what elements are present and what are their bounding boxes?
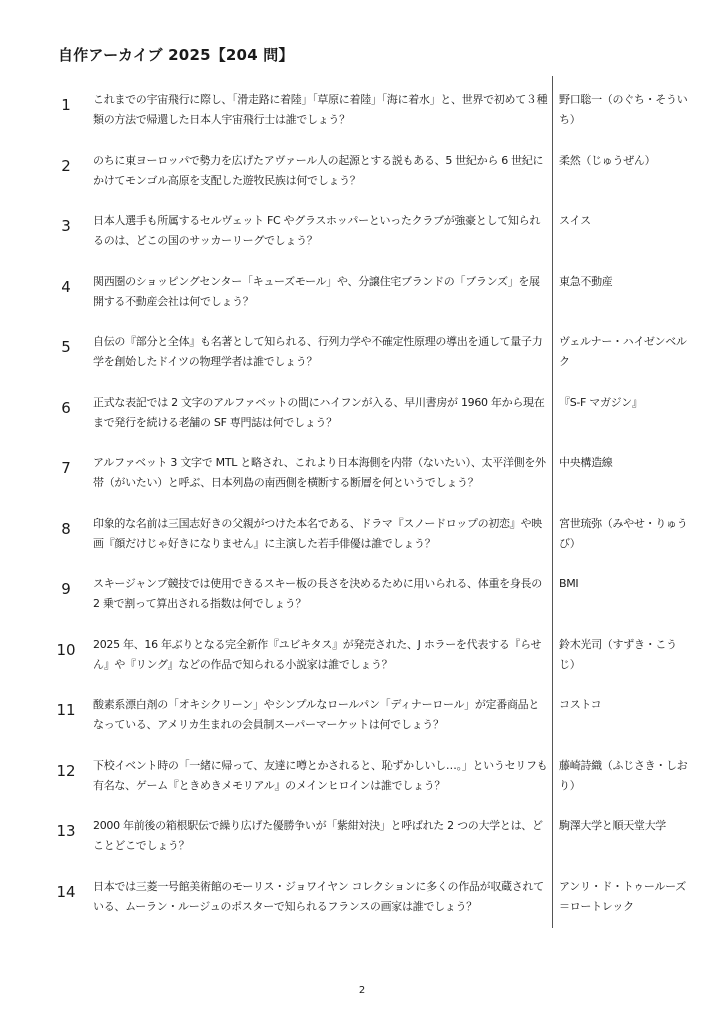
- question-row: [0, 139, 724, 200]
- question-text: これまでの宇宙飛行に際し、「滑走路に着陸」「草原に着陸」「海に着水」と、世界で初めて３種類の方法で帰還した日本人宇宙飛行士は誰でしょう？: [93, 93, 548, 126]
- question-number: 5: [61, 338, 71, 356]
- question-text: 自伝の『部分と全体』も名著として知られる、行列力学や不確定性原理の導出を通して量子力学を創始したドイツの物理学者は誰でしょう？: [93, 335, 543, 368]
- question-number: 11: [56, 701, 76, 719]
- answer-text: スイス: [559, 214, 591, 227]
- question-number: 8: [61, 519, 71, 538]
- answer-text: 宮世琉弥（みやせ・りゅうび）: [559, 516, 688, 550]
- question-number: 13: [56, 822, 76, 840]
- question-row: [0, 502, 724, 563]
- question-row: [0, 804, 724, 865]
- question-row: [0, 441, 724, 502]
- answer-text: コストコ: [559, 698, 602, 711]
- answer-text: 野口聡一（のぐち・そういち）: [559, 93, 688, 126]
- question-row: [0, 78, 724, 139]
- answer-text: 駒澤大学と順天堂大学: [559, 819, 666, 832]
- answer-text: 中央構造線: [559, 456, 613, 469]
- question-number: 7: [61, 459, 71, 477]
- question-number: 6: [61, 398, 71, 417]
- question-text: 酸素系漂白剤の「オキシクリーン」やシンプルなロールパン「ディナーロール」が定番商品となっている、アメリカ生まれの会員制スーパーマーケットは何でしょう？: [93, 698, 540, 731]
- question-number: 12: [56, 761, 76, 780]
- question-row: [0, 320, 724, 381]
- question-text: アルファベット 3 文字で MTL と略され、これより日本海側を内帯（ないたい）、太平洋側を外帯（がいたい）と呼ぶ、日本列島の南西側を横断する断層を何というでしょう？: [93, 456, 546, 489]
- question-row: [0, 562, 724, 623]
- question-number: 1: [61, 96, 71, 114]
- question-row: [0, 744, 724, 805]
- answer-text: ヴェルナー・ハイゼンベルク: [559, 335, 687, 368]
- question-number: 2: [61, 156, 71, 175]
- answer-text: 藤崎詩織（ふじさき・しおり）: [559, 758, 688, 792]
- question-text: 下校イベント時の「一緒に帰って、友達に噂とかされると、恥ずかしいし…。」というセリフも有名な、ゲーム『ときめきメモリアル』のメインヒロインは誰でしょう？: [93, 758, 548, 792]
- page-title: 自作アーカイブ 2025【204 問】: [58, 46, 294, 64]
- question-text: 2025 年、16 年ぶりとなる完全新作『ユビキタス』が発売された、J ホラーを代表する『らせん』や『リング』などの作品で知られる小説家は誰でしょう？: [93, 637, 542, 671]
- answer-text: BMI: [559, 577, 579, 590]
- question-list: [0, 78, 724, 925]
- question-number: 4: [61, 277, 71, 296]
- question-text: 日本人選手も所属するセルヴェット FC やグラスホッパーといったクラブが強豪として知られるのは、どこの国のサッカーリーグでしょう？: [93, 214, 541, 247]
- question-row: [0, 865, 724, 926]
- question-row: [0, 260, 724, 321]
- question-number: 14: [56, 882, 76, 901]
- question-text: 2000 年前後の箱根駅伝で繰り広げた優勝争いが「紫紺対決」と呼ばれた 2 つの大学とは、どことどこでしょう？: [93, 819, 543, 852]
- question-number: 9: [61, 580, 71, 598]
- answer-text: アンリ・ド・トゥールーズ＝ロートレック: [559, 879, 686, 913]
- question-text: 印象的な名前は三国志好きの父親がつけた本名である、ドラマ『スノードロップの初恋』や映画『顔だけじゃ好きになりません』に主演した若手俳優は誰でしょう？: [93, 516, 542, 550]
- question-text: のちに東ヨーロッパで勢力を広げたアヴァール人の起源とする説もある、5 世紀から 6 世紀にかけてモンゴル高原を支配した遊牧民族は何でしょう？: [93, 153, 544, 187]
- question-text: スキージャンプ競技では使用できるスキー板の長さを決めるために用いられる、体重を身長の 2 乗で割って算出される指数は何でしょう？: [93, 577, 542, 610]
- answer-text: 鈴木光司（すずき・こうじ）: [559, 637, 677, 671]
- question-row: [0, 381, 724, 442]
- question-number: 3: [61, 217, 71, 235]
- question-row: [0, 623, 724, 684]
- question-text: 関西圏のショッピングセンター「キューズモール」や、分譲住宅ブランドの「ブランズ」を展開する不動産会社は何でしょう？: [93, 274, 540, 308]
- answer-text: 東急不動産: [559, 274, 613, 288]
- page-number: 2: [358, 985, 366, 996]
- question-text: 日本では三菱一号館美術館のモーリス・ジョワイヤン コレクションに多くの作品が収蔵されている、ムーラン・ルージュのポスターで知られるフランスの画家は誰でしょう？: [93, 879, 544, 913]
- answer-text: 『S-F マガジン』: [559, 395, 643, 409]
- question-row: [0, 683, 724, 744]
- question-number: 10: [56, 640, 76, 659]
- question-text: 正式な表記では 2 文字のアルファベットの間にハイフンが入る、早川書房が 1960 年から現在まで発行を続ける老舗の SF 専門誌は何でしょう？: [93, 395, 545, 429]
- answer-text: 柔然（じゅうぜん）: [559, 153, 656, 167]
- question-row: [0, 199, 724, 260]
